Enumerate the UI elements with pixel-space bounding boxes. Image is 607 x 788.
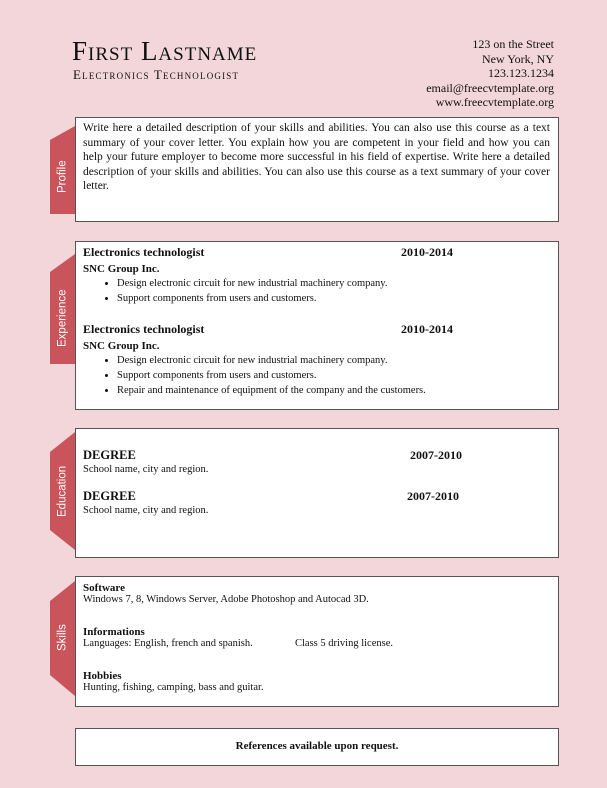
job-company: SNC Group Inc. <box>83 263 160 275</box>
job-title: Electronics technologist <box>83 245 205 259</box>
skills-tab-label: Skills <box>56 624 69 652</box>
education-degree: DEGREE <box>83 448 136 462</box>
education-degree: DEGREE <box>83 489 136 503</box>
profile-text: Write here a detailed description of your skills and abilities. You can also use this course as a text summary of your cover letter. You explain how you are competent in your field and how you can help your future employer to become more successful in his field of expertise. Write here a detailed description of your skills and abilities. You can also use this course as a text summary of your cover letter. <box>83 122 550 192</box>
skills-languages: Languages: English, french and spanish. <box>83 638 253 649</box>
references-text: References available upon request. <box>235 740 399 752</box>
candidate-title: Electronics Technologist <box>73 67 240 82</box>
job-duties <box>83 353 548 398</box>
job-company: SNC Group Inc. <box>83 340 160 352</box>
job-duty: • Support components from users and customers. <box>117 291 548 306</box>
job-duties <box>83 276 548 306</box>
contact-street: 123 on the Street <box>472 37 554 51</box>
skills-software-text: Windows 7, 8, Windows Server, Adobe Photoshop and Autocad 3D. <box>83 594 369 605</box>
education-section <box>75 428 559 558</box>
experience-tab-label: Experience <box>56 289 69 347</box>
job-title: Electronics technologist <box>83 322 205 336</box>
skills-hobbies <box>83 670 264 693</box>
skills-software <box>83 582 369 605</box>
skills-info-heading: Informations <box>83 626 145 638</box>
job-entry <box>83 322 548 398</box>
profile-tab-label: Profile <box>56 160 69 194</box>
job-duty: • Support components from users and customers. <box>117 368 548 383</box>
education-school: School name, city and region. <box>83 464 209 475</box>
education-tab-label: Education <box>56 465 69 517</box>
skills-hobbies-text: Hunting, fishing, camping, bass and guitar. <box>83 682 264 693</box>
education-school: School name, city and region. <box>83 505 209 516</box>
skills-hobbies-heading: Hobbies <box>83 670 122 682</box>
contact-website[interactable]: www.freecvtemplate.org <box>435 95 554 109</box>
skills-license: Class 5 driving license. <box>295 638 393 649</box>
education-entry <box>83 448 548 475</box>
candidate-name: First Lastname <box>72 36 258 66</box>
skills-informations <box>83 626 548 652</box>
job-entry <box>83 245 548 306</box>
references-section <box>75 728 559 766</box>
education-years: 2007-2010 <box>410 448 462 462</box>
contact-city: New York, NY <box>481 51 554 66</box>
skills-tab <box>50 581 75 696</box>
contact-block <box>426 37 554 110</box>
education-entry <box>83 489 548 516</box>
education-tab <box>50 432 75 550</box>
job-years: 2010-2014 <box>401 245 453 259</box>
profile-tab <box>50 126 75 214</box>
contact-phone: 123.123.1234 <box>488 66 554 80</box>
contact-email[interactable]: email@freecvtemplate.org <box>426 80 554 95</box>
job-years: 2010-2014 <box>401 322 453 336</box>
profile-section <box>75 117 559 222</box>
experience-section <box>75 241 559 410</box>
job-duty: • Repair and maintenance of equipment of the company and the customers. <box>117 383 548 398</box>
skills-section <box>75 576 559 707</box>
skills-software-heading: Software <box>83 582 125 594</box>
job-duty: • Design electronic circuit for new industrial machinery company. <box>117 276 548 291</box>
job-duty: • Design electronic circuit for new industrial machinery company. <box>117 353 548 368</box>
education-years: 2007-2010 <box>407 489 459 503</box>
experience-tab <box>50 254 75 364</box>
